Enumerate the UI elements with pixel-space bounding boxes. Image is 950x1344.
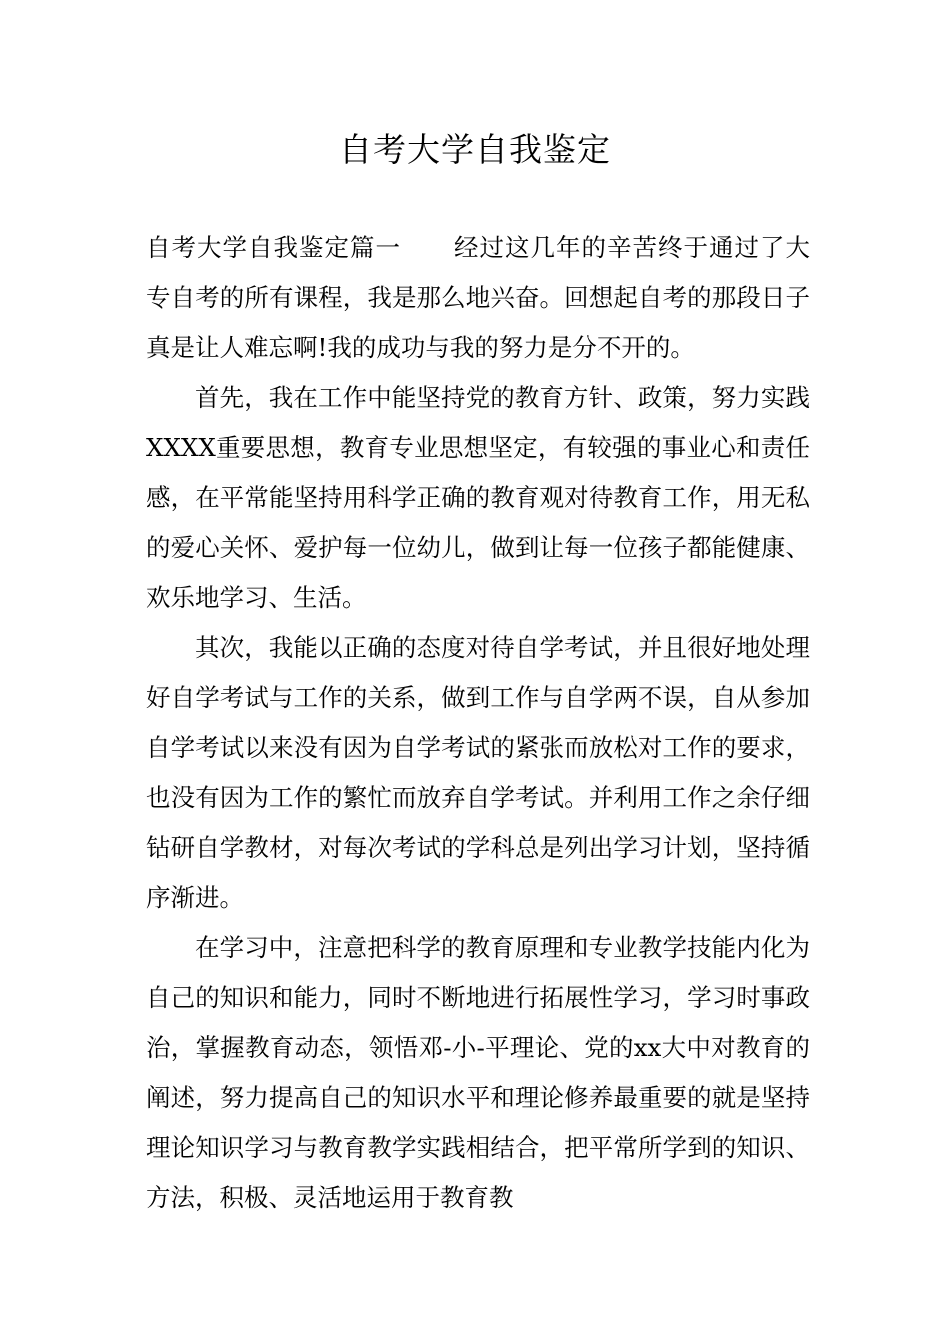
document-body bbox=[146, 223, 810, 1223]
paragraph-3: 其次，我能以正确的态度对待自学考试，并且很好地处理好自学考试与工作的关系，做到工作与自学两不误，自从参加自学考试以来没有因为自学考试的紧张而放松对工作的要求，也没有因为工作的繁忙而放弃自学考试。并利用工作之余仔细钻研自学教材，对每次考试的学科总是列出学习计划，坚持循序渐进。 bbox=[146, 633, 810, 912]
paragraph-1-text: 经过这几年的辛苦终于通过了大专自考的所有课程，我是那么地兴奋。回想起自考的那段日子真是让人难忘啊!我的成功与我的努力是分不开的。 bbox=[146, 233, 810, 362]
paragraph-2: 首先，我在工作中能坚持党的教育方针、政策，努力实践XXXX重要思想，教育专业思想坚定，有较强的事业心和责任感，在平常能坚持用科学正确的教育观对待教育工作，用无私的爱心关怀、爱护每一位幼儿，做到让每一位孩子都能健康、欢乐地学习、生活。 bbox=[146, 383, 810, 612]
paragraph-1 bbox=[146, 223, 810, 373]
paragraph-4: 在学习中，注意把科学的教育原理和专业教学技能内化为自己的知识和能力，同时不断地进行拓展性学习，学习时事政治，掌握教育动态，领悟邓-小-平理论、党的xx大中对教育的阐述，努力提高自己的知识水平和理论修养最重要的就是坚持理论知识学习与教育教学实践相结合，把平常所学到的知识、方法，积极、灵活地运用于教育教 bbox=[146, 933, 810, 1212]
section-heading: 自考大学自我鉴定篇一 bbox=[146, 233, 401, 262]
document-title: 自考大学自我鉴定 bbox=[339, 130, 611, 169]
